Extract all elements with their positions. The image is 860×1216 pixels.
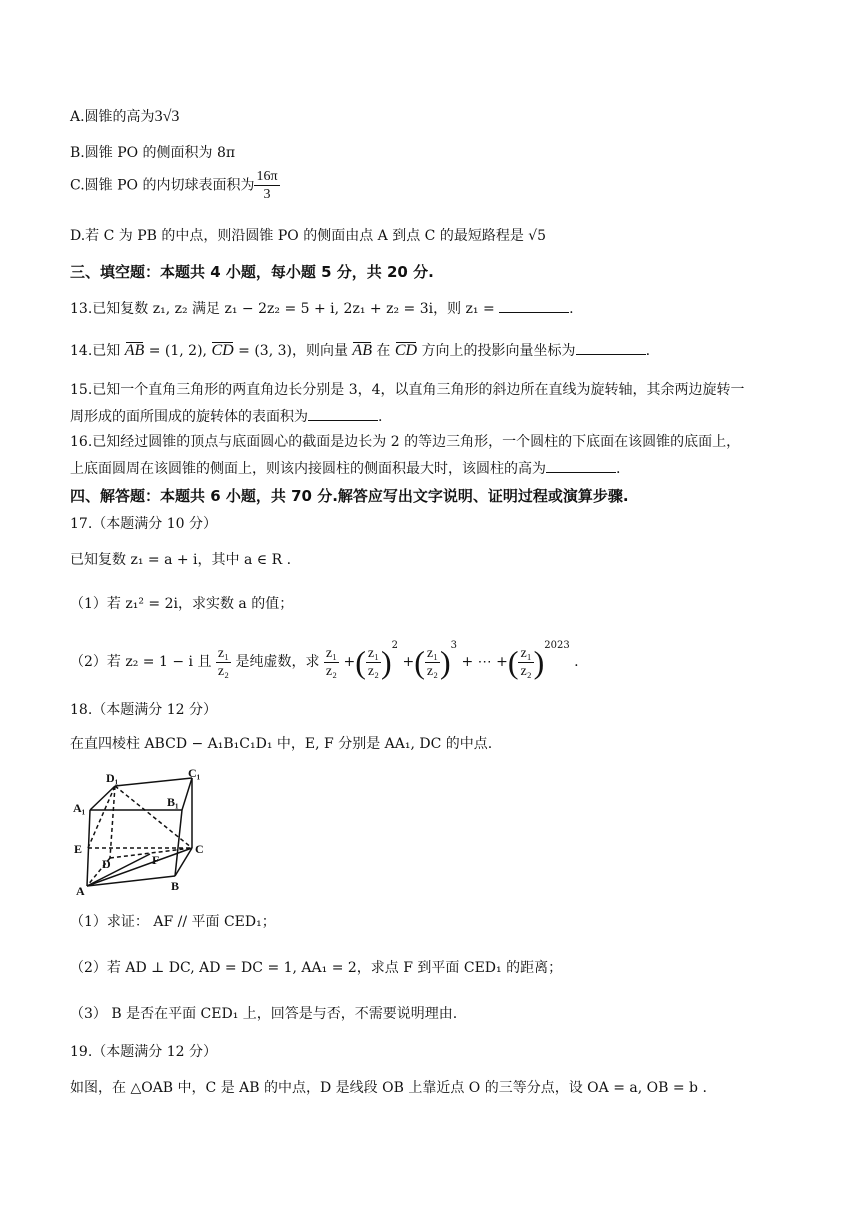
fraction-z1-z2 bbox=[518, 645, 533, 680]
question-18-part-2: （2）若 AD ⊥ DC, AD = DC = 1, AA₁ = 2，求点 F 到平面 CED₁ 的距离； bbox=[70, 960, 563, 976]
answer-blank bbox=[546, 458, 616, 473]
answer-blank bbox=[308, 406, 378, 421]
question-17-part-2 bbox=[70, 636, 579, 680]
left-paren: ( bbox=[355, 644, 366, 680]
label-e: E bbox=[74, 842, 83, 856]
option-b-text: B.圆锥 PO 的侧面积为 8π bbox=[70, 145, 236, 161]
fraction-numerator: z₁ bbox=[520, 645, 532, 661]
question-19-header: 19.（本题满分 12 分） bbox=[70, 1044, 217, 1060]
question-13-text: 13.已知复数 z₁, z₂ 满足 z₁ − 2z₂ = 5 + i, 2z₁ + z₂ = 3i，则 z₁ = bbox=[70, 301, 495, 317]
fraction-numerator: z₁ bbox=[426, 645, 438, 661]
fraction-denominator: z₂ bbox=[217, 663, 230, 679]
fraction-z1-z2 bbox=[366, 645, 381, 680]
question-16-line-1: 16.已知经过圆锥的顶点与底面圆心的截面是边长为 2 的等边三角形，一个圆柱的下底面在该圆锥的底面上， bbox=[70, 434, 741, 450]
fraction-z1-z2 bbox=[324, 645, 339, 680]
option-a-value: 3√3 bbox=[154, 108, 180, 125]
exponent: 2023 bbox=[544, 640, 570, 651]
period: . bbox=[574, 654, 579, 670]
fraction-numerator: z₁ bbox=[325, 645, 338, 661]
question-16-text: 上底面圆周在该圆锥的侧面上，则该内接圆柱的侧面积最大时，该圆柱的高为 bbox=[70, 461, 546, 477]
question-17-header: 17.（本题满分 10 分） bbox=[70, 516, 217, 532]
option-c-fraction bbox=[254, 168, 279, 203]
fraction-denominator: z₂ bbox=[426, 663, 438, 679]
question-14-part: 方向上的投影向量坐标为 bbox=[421, 343, 576, 359]
question-19-stem: 如图，在 △OAB 中，C 是 AB 的中点，D 是线段 OB 上靠近点 O 的三等分点，设 OA = a, OB = b . bbox=[70, 1080, 707, 1096]
question-17-part-1: （1）若 z₁² = 2i，求实数 a 的值； bbox=[70, 596, 294, 612]
vector-ab: AB bbox=[124, 342, 145, 359]
option-c-numerator: 16π bbox=[256, 169, 278, 184]
question-14: 14.已知 AB = (1, 2), CD = (3, 3)，则向量 AB 在 CD 方向上的投影向量坐标为 . bbox=[70, 342, 651, 359]
ellipsis: + ⋯ + bbox=[461, 654, 508, 670]
exponent: 3 bbox=[450, 640, 457, 651]
option-c-denominator: 3 bbox=[263, 187, 271, 202]
question-13: 13.已知复数 z₁, z₂ 满足 z₁ − 2z₂ = 5 + i, 2z₁ + z₂ = 3i，则 z₁ = . bbox=[70, 298, 574, 319]
label-b: B bbox=[171, 879, 180, 893]
fraction-z1-z2 bbox=[425, 645, 440, 680]
option-a-text: A.圆锥的高为 bbox=[70, 109, 155, 125]
prism-figure bbox=[70, 768, 210, 898]
fraction-z1-z2 bbox=[216, 645, 231, 680]
option-d bbox=[70, 226, 546, 246]
question-17-part-2-text: 是纯虚数，求 bbox=[235, 654, 320, 670]
option-c bbox=[70, 168, 280, 203]
vector-cd: CD bbox=[211, 342, 234, 359]
label-a1: A₁ bbox=[73, 801, 86, 815]
plus-sign: + bbox=[402, 654, 415, 670]
question-18-part-1: （1）求证： AF // 平面 CED₁； bbox=[70, 914, 276, 930]
right-paren: ) bbox=[439, 644, 451, 680]
fraction-denominator: z₂ bbox=[367, 663, 379, 679]
section-heading-solutions: 四、解答题：本题共 6 小题，共 70 分.解答应写出文字说明、证明过程或演算步骤. bbox=[70, 487, 629, 505]
question-14-part: 在 bbox=[376, 343, 391, 359]
label-f: F bbox=[152, 853, 160, 867]
fraction-numerator: z₁ bbox=[217, 645, 230, 661]
option-c-text: C.圆锥 PO 的内切球表面积为 bbox=[70, 177, 255, 194]
left-paren: ( bbox=[414, 644, 425, 680]
fraction-denominator: z₂ bbox=[325, 663, 338, 679]
label-d: D bbox=[102, 857, 111, 871]
vector-ab: AB bbox=[352, 342, 372, 359]
label-b1: B₁ bbox=[167, 795, 179, 809]
fraction-numerator: z₁ bbox=[367, 645, 379, 661]
label-d1: D₁ bbox=[106, 771, 119, 785]
question-14-part: 14.已知 bbox=[70, 343, 121, 359]
exponent: 2 bbox=[391, 640, 399, 651]
question-18-header: 18.（本题满分 12 分） bbox=[70, 702, 217, 718]
plus-sign: + bbox=[343, 654, 356, 670]
answer-blank bbox=[576, 340, 646, 355]
question-18-part-3: （3） B 是否在平面 CED₁ 上，回答是与否，不需要说明理由. bbox=[70, 1006, 458, 1022]
question-15-line-2: 周形成的面所围成的旋转体的表面积为 . bbox=[70, 406, 382, 427]
question-17-stem: 已知复数 z₁ = a + i，其中 a ∈ R . bbox=[70, 552, 292, 568]
left-paren: ( bbox=[507, 644, 519, 680]
question-15-text: 周形成的面所围成的旋转体的表面积为 bbox=[70, 409, 308, 425]
question-15-line-1: 15.已知一个直角三角形的两直角边长分别是 3，4，以直角三角形的斜边所在直线为旋转轴，其余两边旋转一 bbox=[70, 382, 745, 398]
right-paren: ) bbox=[533, 644, 545, 680]
right-paren: ) bbox=[380, 644, 392, 680]
fraction-denominator: z₂ bbox=[520, 663, 532, 679]
question-14-part: = (3, 3)，则向量 bbox=[238, 343, 348, 359]
label-c1: C₁ bbox=[188, 768, 201, 780]
section-heading-fill-in: 三、填空题：本题共 4 小题，每小题 5 分，共 20 分. bbox=[70, 263, 434, 281]
answer-blank bbox=[499, 298, 569, 313]
option-d-text: D.若 C 为 PB 的中点，则沿圆锥 PO 的侧面由点 A 到点 C 的最短路程是 √5 bbox=[70, 228, 547, 244]
option-b bbox=[70, 143, 235, 163]
question-14-part: = (1, 2), bbox=[148, 343, 207, 359]
question-18-stem: 在直四棱柱 ABCD − A₁B₁C₁D₁ 中，E, F 分别是 AA₁, DC 的中点. bbox=[70, 736, 493, 752]
label-c: C bbox=[195, 842, 204, 856]
question-16-line-2: 上底面圆周在该圆锥的侧面上，则该内接圆柱的侧面积最大时，该圆柱的高为 . bbox=[70, 458, 620, 479]
question-17-part-2-text: （2）若 z₂ = 1 − i 且 bbox=[70, 654, 212, 670]
option-a bbox=[70, 107, 179, 127]
vector-cd: CD bbox=[394, 342, 418, 359]
label-a: A bbox=[76, 884, 85, 898]
